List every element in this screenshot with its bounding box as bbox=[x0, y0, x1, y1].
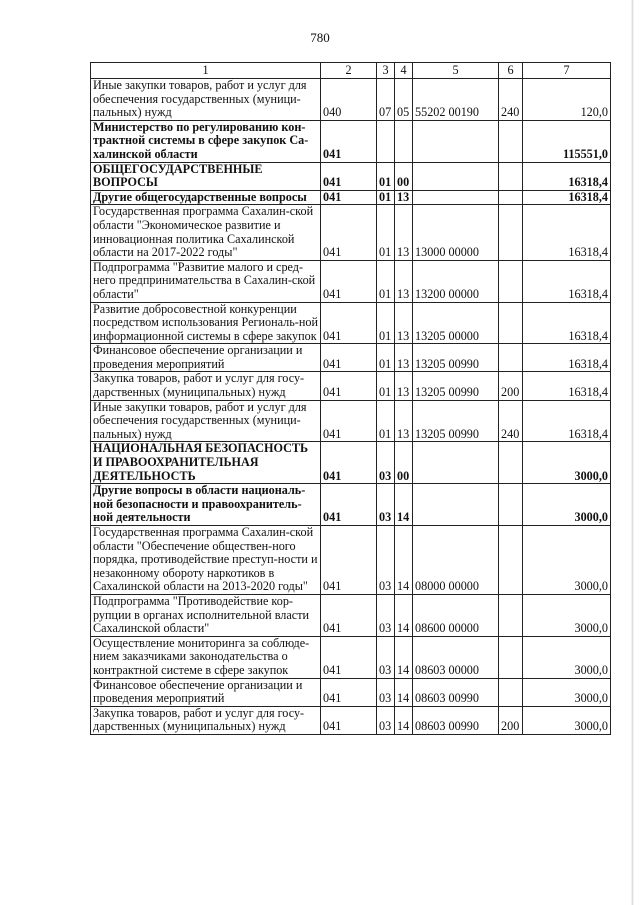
amount-cell: 16318,4 bbox=[523, 190, 611, 205]
table-row bbox=[91, 79, 611, 121]
subsection-code-cell: 13 bbox=[395, 344, 413, 372]
expense-type-cell bbox=[499, 594, 523, 636]
table-row bbox=[91, 302, 611, 344]
row-name-cell: Осуществление мониторинга за соблюде-нием заказчиками законодательства о контрактной системе в сфере закупок bbox=[91, 636, 321, 678]
table-row bbox=[91, 260, 611, 302]
expense-type-cell bbox=[499, 344, 523, 372]
target-article-cell: 13205 00990 bbox=[413, 400, 499, 442]
ministry-code-cell: 041 bbox=[321, 302, 377, 344]
row-name-cell: Иные закупки товаров, работ и услуг для обеспечения государственных (муници-пальных) нужд bbox=[91, 400, 321, 442]
subsection-code-cell: 13 bbox=[395, 260, 413, 302]
amount-cell: 3000,0 bbox=[523, 636, 611, 678]
section-code-cell: 01 bbox=[377, 302, 395, 344]
expense-type-cell bbox=[499, 636, 523, 678]
column-header: 7 bbox=[523, 63, 611, 79]
ministry-code-cell: 040 bbox=[321, 79, 377, 121]
expense-type-cell bbox=[499, 302, 523, 344]
ministry-code-cell: 041 bbox=[321, 484, 377, 526]
target-article-cell bbox=[413, 190, 499, 205]
subsection-code-cell: 14 bbox=[395, 678, 413, 706]
subsection-code-cell: 14 bbox=[395, 706, 413, 734]
row-name-cell: Финансовое обеспечение организации и проведения мероприятий bbox=[91, 678, 321, 706]
section-code-cell: 07 bbox=[377, 79, 395, 121]
target-article-cell: 08600 00000 bbox=[413, 594, 499, 636]
section-code-cell: 01 bbox=[377, 205, 395, 260]
subsection-code-cell: 00 bbox=[395, 442, 413, 484]
subsection-code-cell: 13 bbox=[395, 400, 413, 442]
subsection-code-cell bbox=[395, 120, 413, 162]
expense-type-cell bbox=[499, 162, 523, 190]
subsection-code-cell: 14 bbox=[395, 526, 413, 595]
expense-type-cell bbox=[499, 678, 523, 706]
budget-table bbox=[90, 62, 611, 735]
section-code-cell: 01 bbox=[377, 344, 395, 372]
row-name-cell: Подпрограмма "Развитие малого и сред-него предпринимательства в Сахалин-ской области" bbox=[91, 260, 321, 302]
row-name-cell: Развитие добросовестной конкуренции посредством использования Региональ-ной информационной системы в сфере закупок bbox=[91, 302, 321, 344]
ministry-code-cell: 041 bbox=[321, 442, 377, 484]
target-article-cell: 13205 00000 bbox=[413, 302, 499, 344]
section-code-cell: 01 bbox=[377, 162, 395, 190]
subsection-code-cell: 14 bbox=[395, 594, 413, 636]
row-name-cell: Иные закупки товаров, работ и услуг для обеспечения государственных (муници-пальных) нужд bbox=[91, 79, 321, 121]
column-header: 4 bbox=[395, 63, 413, 79]
section-code-cell: 01 bbox=[377, 400, 395, 442]
subsection-code-cell: 13 bbox=[395, 372, 413, 400]
ministry-code-cell: 041 bbox=[321, 344, 377, 372]
expense-type-cell bbox=[499, 260, 523, 302]
ministry-code-cell: 041 bbox=[321, 260, 377, 302]
target-article-cell: 13200 00000 bbox=[413, 260, 499, 302]
row-name-cell: Подпрограмма "Противодействие кор-рупции в органах исполнительной власти Сахалинской области" bbox=[91, 594, 321, 636]
column-header: 1 bbox=[91, 63, 321, 79]
table-row bbox=[91, 344, 611, 372]
ministry-code-cell: 041 bbox=[321, 678, 377, 706]
subsection-code-cell: 13 bbox=[395, 302, 413, 344]
section-code-cell: 03 bbox=[377, 594, 395, 636]
table-row bbox=[91, 706, 611, 734]
table-row bbox=[91, 594, 611, 636]
ministry-code-cell: 041 bbox=[321, 120, 377, 162]
subsection-code-cell: 14 bbox=[395, 636, 413, 678]
row-name-cell: Государственная программа Сахалин-ской области "Обеспечение обществен-ного порядка, противодействие преступ-ности и незаконному обороту наркотиков в Сахалинской области на 2013-2020 годы" bbox=[91, 526, 321, 595]
ministry-code-cell: 041 bbox=[321, 205, 377, 260]
section-code-cell: 03 bbox=[377, 526, 395, 595]
section-code-cell: 01 bbox=[377, 372, 395, 400]
section-code-cell bbox=[377, 120, 395, 162]
table-row bbox=[91, 484, 611, 526]
column-header: 6 bbox=[499, 63, 523, 79]
table-row bbox=[91, 442, 611, 484]
target-article-cell: 08603 00000 bbox=[413, 636, 499, 678]
row-name-cell: Закупка товаров, работ и услуг для госу-дарственных (муниципальных) нужд bbox=[91, 372, 321, 400]
target-article-cell: 08000 00000 bbox=[413, 526, 499, 595]
table-row bbox=[91, 120, 611, 162]
table-row bbox=[91, 190, 611, 205]
row-name-cell: Министерство по регулированию кон-трактной системы в сфере закупок Са-халинской области bbox=[91, 120, 321, 162]
expense-type-cell bbox=[499, 526, 523, 595]
page-number: 780 bbox=[310, 30, 330, 45]
target-article-cell bbox=[413, 442, 499, 484]
column-header: 2 bbox=[321, 63, 377, 79]
section-code-cell: 01 bbox=[377, 260, 395, 302]
ministry-code-cell: 041 bbox=[321, 162, 377, 190]
amount-cell: 16318,4 bbox=[523, 372, 611, 400]
amount-cell: 3000,0 bbox=[523, 678, 611, 706]
expense-type-cell: 200 bbox=[499, 706, 523, 734]
amount-cell: 16318,4 bbox=[523, 205, 611, 260]
subsection-code-cell: 13 bbox=[395, 190, 413, 205]
row-name-cell: НАЦИОНАЛЬНАЯ БЕЗОПАСНОСТЬ И ПРАВООХРАНИТЕЛЬНАЯ ДЕЯТЕЛЬНОСТЬ bbox=[91, 442, 321, 484]
subsection-code-cell: 13 bbox=[395, 205, 413, 260]
subsection-code-cell: 00 bbox=[395, 162, 413, 190]
ministry-code-cell: 041 bbox=[321, 372, 377, 400]
amount-cell: 16318,4 bbox=[523, 162, 611, 190]
target-article-cell: 55202 00190 bbox=[413, 79, 499, 121]
amount-cell: 16318,4 bbox=[523, 260, 611, 302]
table-row bbox=[91, 678, 611, 706]
table-row bbox=[91, 162, 611, 190]
table-row bbox=[91, 400, 611, 442]
section-code-cell: 01 bbox=[377, 190, 395, 205]
section-code-cell: 03 bbox=[377, 484, 395, 526]
target-article-cell bbox=[413, 120, 499, 162]
target-article-cell: 08603 00990 bbox=[413, 706, 499, 734]
ministry-code-cell: 041 bbox=[321, 594, 377, 636]
amount-cell: 3000,0 bbox=[523, 526, 611, 595]
row-name-cell: Государственная программа Сахалин-ской области "Экономическое развитие и инновационная политика Сахалинской области на 2017-2022 годы" bbox=[91, 205, 321, 260]
table-row bbox=[91, 526, 611, 595]
expense-type-cell bbox=[499, 120, 523, 162]
ministry-code-cell: 041 bbox=[321, 706, 377, 734]
section-code-cell: 03 bbox=[377, 678, 395, 706]
column-header: 3 bbox=[377, 63, 395, 79]
section-code-cell: 03 bbox=[377, 442, 395, 484]
table-row bbox=[91, 636, 611, 678]
ministry-code-cell: 041 bbox=[321, 190, 377, 205]
row-name-cell: Другие общегосударственные вопросы bbox=[91, 190, 321, 205]
amount-cell: 16318,4 bbox=[523, 344, 611, 372]
row-name-cell: Другие вопросы в области националь-ной безопасности и правоохранитель-ной деятельности bbox=[91, 484, 321, 526]
target-article-cell: 08603 00990 bbox=[413, 678, 499, 706]
target-article-cell: 13205 00990 bbox=[413, 372, 499, 400]
ministry-code-cell: 041 bbox=[321, 526, 377, 595]
column-header: 5 bbox=[413, 63, 499, 79]
subsection-code-cell: 05 bbox=[395, 79, 413, 121]
scan-edge-shadow bbox=[631, 0, 634, 905]
expense-type-cell bbox=[499, 442, 523, 484]
expense-type-cell bbox=[499, 484, 523, 526]
ministry-code-cell: 041 bbox=[321, 636, 377, 678]
target-article-cell bbox=[413, 484, 499, 526]
section-code-cell: 03 bbox=[377, 706, 395, 734]
expense-type-cell bbox=[499, 205, 523, 260]
subsection-code-cell: 14 bbox=[395, 484, 413, 526]
expense-type-cell: 240 bbox=[499, 400, 523, 442]
ministry-code-cell: 041 bbox=[321, 400, 377, 442]
column-header-row bbox=[91, 63, 611, 79]
section-code-cell: 03 bbox=[377, 636, 395, 678]
table-row bbox=[91, 372, 611, 400]
row-name-cell: Закупка товаров, работ и услуг для госу-дарственных (муниципальных) нужд bbox=[91, 706, 321, 734]
amount-cell: 115551,0 bbox=[523, 120, 611, 162]
table-row bbox=[91, 205, 611, 260]
amount-cell: 3000,0 bbox=[523, 484, 611, 526]
amount-cell: 3000,0 bbox=[523, 442, 611, 484]
target-article-cell: 13205 00990 bbox=[413, 344, 499, 372]
target-article-cell bbox=[413, 162, 499, 190]
row-name-cell: Финансовое обеспечение организации и проведения мероприятий bbox=[91, 344, 321, 372]
amount-cell: 120,0 bbox=[523, 79, 611, 121]
expense-type-cell: 240 bbox=[499, 79, 523, 121]
amount-cell: 3000,0 bbox=[523, 594, 611, 636]
target-article-cell: 13000 00000 bbox=[413, 205, 499, 260]
amount-cell: 16318,4 bbox=[523, 302, 611, 344]
expense-type-cell bbox=[499, 190, 523, 205]
amount-cell: 16318,4 bbox=[523, 400, 611, 442]
amount-cell: 3000,0 bbox=[523, 706, 611, 734]
row-name-cell: ОБЩЕГОСУДАРСТВЕННЫЕ ВОПРОСЫ bbox=[91, 162, 321, 190]
expense-type-cell: 200 bbox=[499, 372, 523, 400]
